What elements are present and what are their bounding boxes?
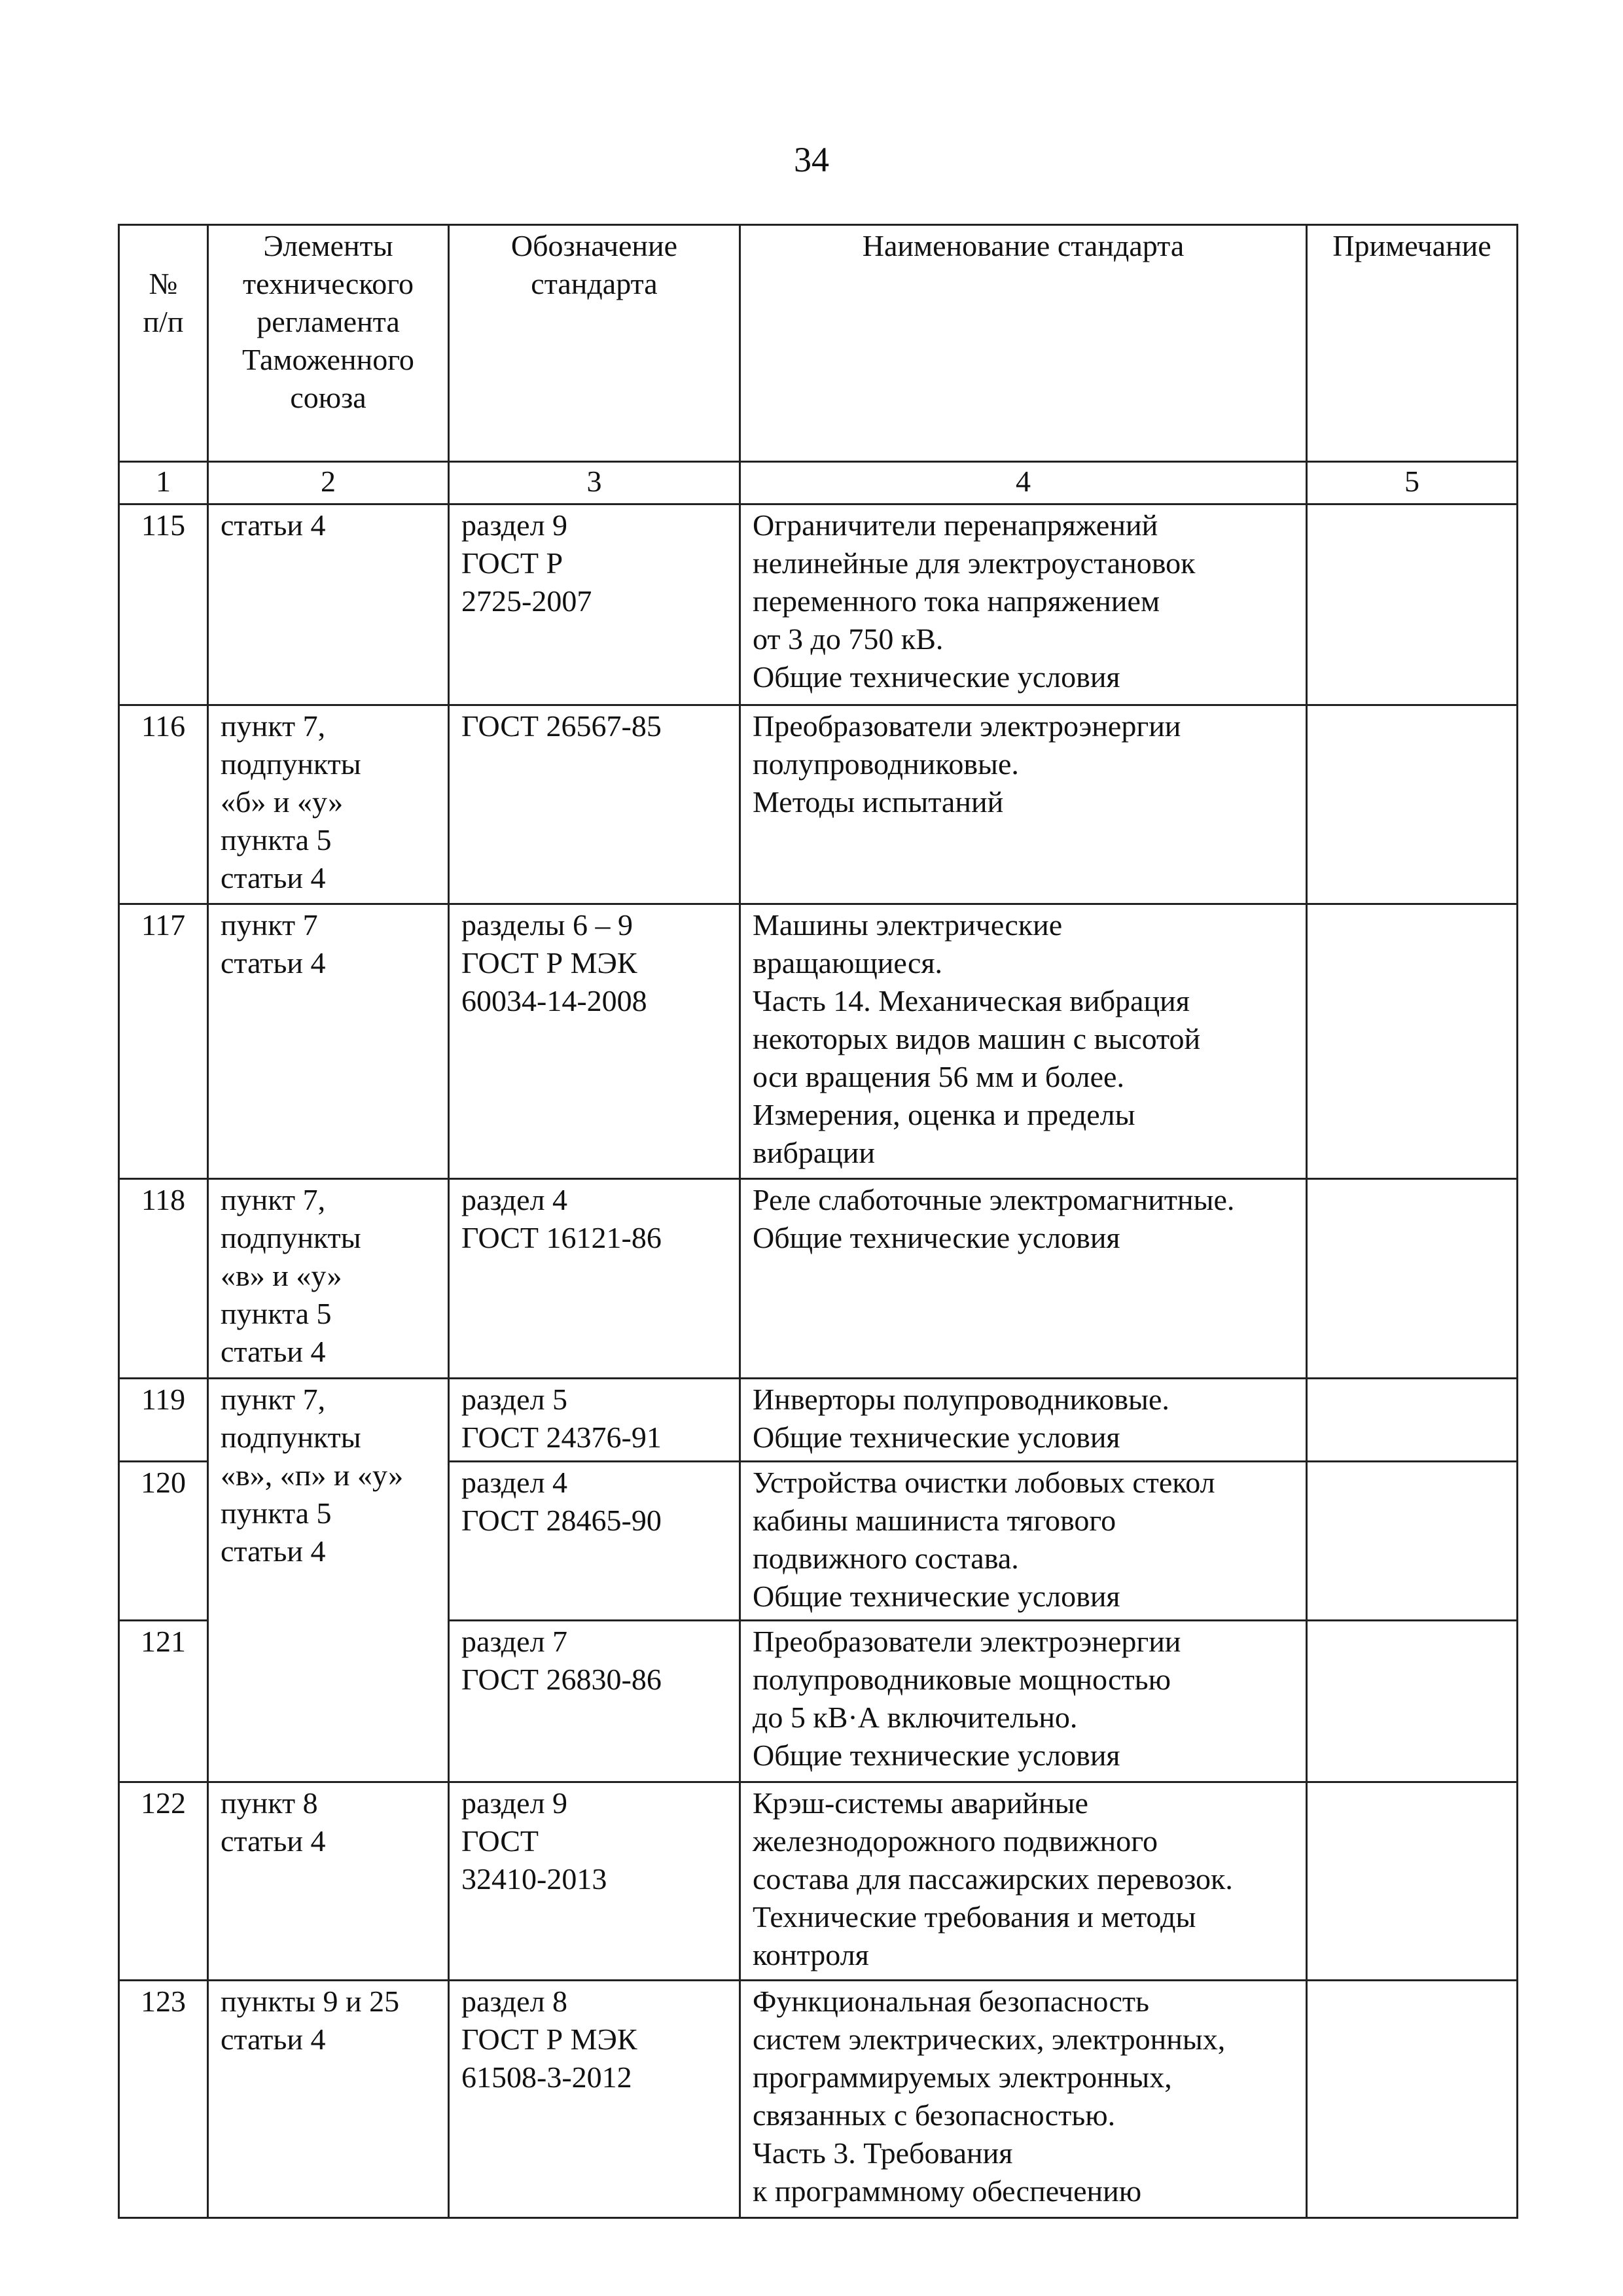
row-elements: [208, 1179, 449, 1379]
cell-line: ГОСТ: [461, 1824, 539, 1858]
table-row: [119, 1379, 1518, 1462]
header-elements: [208, 225, 449, 462]
row-standard-name: [740, 1462, 1307, 1621]
cell-line: раздел 5: [461, 1383, 568, 1416]
cell-line: Общие технические условия: [753, 1580, 1120, 1613]
row-standard-name: [740, 1621, 1307, 1782]
row-note: [1307, 1462, 1518, 1621]
cell-line: статьи 4: [221, 508, 326, 542]
cell-line: 2725-2007: [461, 584, 592, 618]
cell-line: Машины электрические: [753, 908, 1063, 942]
cell-line: нелинейные для электроустановок: [753, 546, 1196, 580]
cell-line: ГОСТ Р МЭК: [461, 2022, 637, 2056]
cell-line: раздел 9: [461, 1786, 568, 1820]
cell-line: подпункты: [221, 747, 361, 781]
cell-line: ГОСТ Р МЭК: [461, 946, 637, 980]
table-header-row: [119, 225, 1518, 462]
cell-line: раздел 4: [461, 1183, 568, 1216]
cell-line: Инверторы полупроводниковые.: [753, 1383, 1169, 1416]
cell-line: пункт 7,: [221, 709, 326, 743]
cell-line: полупроводниковые мощностью: [753, 1663, 1171, 1696]
row-standard-name: [740, 904, 1307, 1179]
cell-line: к программному обеспечению: [753, 2174, 1142, 2208]
cell-line: статьи 4: [221, 2022, 326, 2056]
row-elements: [208, 705, 449, 904]
column-index: 2: [208, 462, 449, 504]
header-name: [740, 225, 1307, 462]
cell-line: 60034-14-2008: [461, 984, 647, 1017]
cell-line: полупроводниковые.: [753, 747, 1019, 781]
cell-line: программируемых электронных,: [753, 2060, 1172, 2094]
column-index-row: [119, 462, 1518, 504]
header-text: №: [149, 267, 178, 300]
cell-line: разделы 6 – 9: [461, 908, 633, 942]
cell-line: 32410-2013: [461, 1862, 607, 1896]
cell-line: пункт 7,: [221, 1183, 326, 1216]
cell-line: Реле слаботочные электромагнитные.: [753, 1183, 1235, 1216]
row-number: 123: [119, 1981, 208, 2218]
header-text: стандарта: [531, 267, 658, 300]
column-index: 1: [119, 462, 208, 504]
header-text: Примечание: [1332, 229, 1491, 262]
row-number: 115: [119, 504, 208, 705]
cell-line: Методы испытаний: [753, 785, 1004, 819]
cell-line: подпункты: [221, 1221, 361, 1254]
page-number: 34: [794, 140, 829, 179]
cell-line: «в», «п» и «у»: [221, 1458, 404, 1492]
header-text: Таможенного: [242, 343, 414, 376]
cell-line: ГОСТ 24376-91: [461, 1421, 662, 1454]
column-index: 3: [449, 462, 740, 504]
cell-line: некоторых видов машин с высотой: [753, 1022, 1201, 1055]
cell-line: раздел 9: [461, 508, 568, 542]
table-row: [119, 1981, 1518, 2218]
cell-line: статьи 4: [221, 861, 326, 894]
cell-line: пункта 5: [221, 823, 332, 857]
row-standard-name: [740, 1179, 1307, 1379]
cell-line: Ограничители перенапряжений: [753, 508, 1158, 542]
table-row: [119, 1179, 1518, 1379]
cell-line: подпункты: [221, 1421, 361, 1454]
table-row: [119, 504, 1518, 705]
cell-line: «в» и «у»: [221, 1259, 342, 1292]
header-text: регламента: [257, 305, 400, 338]
cell-line: ГОСТ Р: [461, 546, 563, 580]
row-note: [1307, 1981, 1518, 2218]
row-standard-code: [449, 1462, 740, 1621]
row-standard-code: [449, 904, 740, 1179]
row-standard-code: [449, 1782, 740, 1981]
row-number: 120: [119, 1462, 208, 1621]
cell-line: пункт 7,: [221, 1383, 326, 1416]
row-note: [1307, 1782, 1518, 1981]
cell-line: пункты 9 и 25: [221, 1985, 400, 2018]
row-elements: [208, 1782, 449, 1981]
cell-line: от 3 до 750 кВ.: [753, 622, 944, 656]
cell-line: Часть 14. Механическая вибрация: [753, 984, 1190, 1017]
cell-line: Общие технические условия: [753, 1421, 1120, 1454]
row-standard-name: [740, 1981, 1307, 2218]
cell-line: Крэш-системы аварийные: [753, 1786, 1088, 1820]
standards-table: [118, 224, 1518, 2219]
header-text: союза: [290, 381, 366, 414]
row-number: 122: [119, 1782, 208, 1981]
row-standard-code: [449, 1981, 740, 2218]
row-note: [1307, 504, 1518, 705]
column-index: 5: [1307, 462, 1518, 504]
cell-line: раздел 8: [461, 1985, 568, 2018]
cell-line: переменного тока напряжением: [753, 584, 1160, 618]
cell-line: Часть 3. Требования: [753, 2136, 1013, 2170]
cell-line: контроля: [753, 1938, 869, 1971]
row-standard-code: [449, 1179, 740, 1379]
row-note: [1307, 1379, 1518, 1462]
row-standard-code: [449, 1621, 740, 1782]
cell-line: «б» и «у»: [221, 785, 344, 819]
cell-line: статьи 4: [221, 946, 326, 980]
row-number: 121: [119, 1621, 208, 1782]
cell-line: Преобразователи электроэнергии: [753, 1625, 1181, 1658]
cell-line: раздел 4: [461, 1466, 568, 1499]
cell-line: раздел 7: [461, 1625, 568, 1658]
row-elements: [208, 1981, 449, 2218]
header-code: [449, 225, 740, 462]
header-note: [1307, 225, 1518, 462]
header-text: Наименование стандарта: [862, 229, 1185, 262]
cell-line: вращающиеся.: [753, 946, 943, 980]
cell-line: статьи 4: [221, 1824, 326, 1858]
row-standard-name: [740, 504, 1307, 705]
header-text: технического: [243, 267, 414, 300]
cell-line: пункт 7: [221, 908, 318, 942]
header-text: п/п: [143, 305, 184, 338]
row-standard-name: [740, 705, 1307, 904]
cell-line: Устройства очистки лобовых стекол: [753, 1466, 1215, 1499]
cell-line: 61508-3-2012: [461, 2060, 632, 2094]
cell-line: статьи 4: [221, 1335, 326, 1368]
cell-line: пункт 8: [221, 1786, 318, 1820]
cell-line: Преобразователи электроэнергии: [753, 709, 1181, 743]
row-note: [1307, 904, 1518, 1179]
cell-line: железнодорожного подвижного: [753, 1824, 1158, 1858]
row-standard-code: [449, 705, 740, 904]
cell-line: пункта 5: [221, 1496, 332, 1530]
cell-line: оси вращения 56 мм и более.: [753, 1060, 1124, 1093]
cell-line: статьи 4: [221, 1534, 326, 1568]
table-row: [119, 705, 1518, 904]
cell-line: Общие технические условия: [753, 1739, 1120, 1772]
row-standard-name: [740, 1782, 1307, 1981]
row-elements: [208, 904, 449, 1179]
row-number: 118: [119, 1179, 208, 1379]
cell-line: Функциональная безопасность: [753, 1985, 1149, 2018]
cell-line: Технические требования и методы: [753, 1900, 1196, 1934]
cell-line: ГОСТ 26830-86: [461, 1663, 662, 1696]
row-number: 117: [119, 904, 208, 1179]
cell-line: подвижного состава.: [753, 1542, 1019, 1575]
row-number: 116: [119, 705, 208, 904]
cell-line: связанных с безопасностью.: [753, 2098, 1116, 2132]
cell-line: ГОСТ 26567-85: [461, 709, 662, 743]
cell-line: Измерения, оценка и пределы: [753, 1098, 1135, 1131]
cell-line: систем электрических, электронных,: [753, 2022, 1226, 2056]
row-standard-name: [740, 1379, 1307, 1462]
cell-line: вибрации: [753, 1136, 876, 1169]
header-text: Элементы: [263, 229, 393, 262]
header-num: [119, 225, 208, 462]
cell-line: ГОСТ 16121-86: [461, 1221, 662, 1254]
cell-line: Общие технические условия: [753, 1221, 1120, 1254]
table-row: [119, 904, 1518, 1179]
row-note: [1307, 705, 1518, 904]
cell-line: до 5 кВ·А включительно.: [753, 1701, 1078, 1734]
cell-line: состава для пассажирских перевозок.: [753, 1862, 1233, 1896]
row-standard-code: [449, 1379, 740, 1462]
row-elements: [208, 504, 449, 705]
row-standard-code: [449, 504, 740, 705]
row-note: [1307, 1621, 1518, 1782]
row-note: [1307, 1179, 1518, 1379]
cell-line: пункта 5: [221, 1297, 332, 1330]
header-text: Обозначение: [510, 229, 678, 262]
row-elements: [208, 1379, 449, 1782]
column-index: 4: [740, 462, 1307, 504]
cell-line: Общие технические условия: [753, 660, 1120, 694]
row-number: 119: [119, 1379, 208, 1462]
cell-line: ГОСТ 28465-90: [461, 1504, 662, 1537]
cell-line: кабины машиниста тягового: [753, 1504, 1116, 1537]
table-row: [119, 1782, 1518, 1981]
